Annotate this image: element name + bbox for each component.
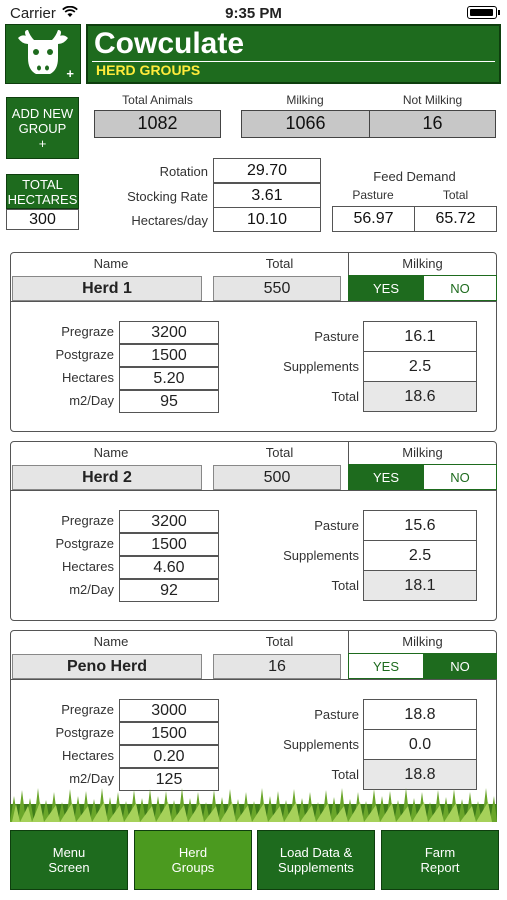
nav-load-label-1: Load Data & <box>279 845 353 860</box>
header-divider <box>348 253 349 275</box>
herd-name-header: Name <box>93 256 129 271</box>
pregraze-label: Pregraze <box>61 324 114 339</box>
header-divider <box>348 631 349 653</box>
pasture-label: Pasture <box>314 518 359 533</box>
hectares-input[interactable]: 0.20 <box>119 745 219 768</box>
milking-yes-toggle[interactable]: YES <box>348 464 424 490</box>
stocking-rate-label: Stocking Rate <box>127 189 208 204</box>
total-feed-label: Total <box>331 389 359 404</box>
pregraze-label: Pregraze <box>61 702 114 717</box>
supplements-label: Supplements <box>283 548 359 563</box>
herd-milking-header: Milking <box>402 634 443 649</box>
milking-yes-toggle[interactable]: YES <box>348 653 424 679</box>
page-subtitle: HERD GROUPS <box>92 61 495 79</box>
nav-menu-label-1: Menu <box>52 845 86 860</box>
add-new-group-button[interactable] <box>6 97 79 159</box>
nav-farm-label-1: Farm <box>424 845 456 860</box>
cow-head-icon <box>14 28 72 80</box>
pregraze-input[interactable]: 3200 <box>119 321 219 344</box>
plus-icon: + <box>66 66 74 81</box>
postgraze-input[interactable]: 1500 <box>119 533 219 556</box>
feed-pasture-label: Pasture <box>352 188 394 202</box>
pasture-value[interactable]: 15.6 <box>363 510 477 541</box>
postgraze-input[interactable]: 1500 <box>119 722 219 745</box>
add-group-label-2: GROUP <box>18 121 67 136</box>
milking-no-toggle[interactable]: NO <box>423 464 497 490</box>
card-separator <box>11 301 496 302</box>
add-group-label-1: ADD NEW <box>11 106 74 121</box>
add-group-plus: + <box>38 136 47 151</box>
pregraze-label: Pregraze <box>61 513 114 528</box>
rotation-value: 29.70 <box>213 158 321 183</box>
herd-total-field[interactable]: 500 <box>213 465 341 490</box>
not-milking-value: 16 <box>369 110 496 138</box>
herd-total-header: Total <box>265 634 294 649</box>
herd-milking-header: Milking <box>402 256 443 271</box>
herd-card <box>10 630 497 810</box>
total-feed-value: 18.6 <box>363 381 477 412</box>
postgraze-label: Postgraze <box>55 725 114 740</box>
m2day-label: m2/Day <box>69 582 114 597</box>
card-separator <box>11 679 496 680</box>
pasture-value[interactable]: 18.8 <box>363 699 477 730</box>
app-logo <box>5 24 81 84</box>
hectares-label: Hectares <box>61 370 114 385</box>
total-hectares-label <box>6 174 79 209</box>
feed-pasture-value: 56.97 <box>332 206 415 232</box>
pregraze-input[interactable]: 3200 <box>119 510 219 533</box>
status-bar <box>0 0 507 24</box>
herd-name-field[interactable]: Peno Herd <box>12 654 202 679</box>
feed-total-value: 65.72 <box>414 206 497 232</box>
herd-card <box>10 252 497 432</box>
nav-menu-label-2: Screen <box>48 860 90 875</box>
carrier-label: Carrier <box>10 5 56 22</box>
supplements-label: Supplements <box>283 359 359 374</box>
milking-no-toggle[interactable]: NO <box>423 653 497 679</box>
total-feed-label: Total <box>331 578 359 593</box>
herd-total-header: Total <box>265 445 294 460</box>
herd-name-field[interactable]: Herd 2 <box>12 465 202 490</box>
milking-no-toggle[interactable]: NO <box>423 275 497 301</box>
herd-total-field[interactable]: 16 <box>213 654 341 679</box>
herd-milking-header: Milking <box>402 445 443 460</box>
hectares-label: Hectares <box>61 748 114 763</box>
pasture-value[interactable]: 16.1 <box>363 321 477 352</box>
app-title-bar <box>86 24 501 84</box>
herd-name-field[interactable]: Herd 1 <box>12 276 202 301</box>
rotation-label: Rotation <box>159 164 208 179</box>
nav-load-label-2: Supplements <box>278 860 354 875</box>
nav-load-data-supplements[interactable] <box>257 830 375 890</box>
herd-total-field[interactable]: 550 <box>213 276 341 301</box>
supplements-value[interactable]: 2.5 <box>363 351 477 382</box>
postgraze-label: Postgraze <box>55 536 114 551</box>
postgraze-input[interactable]: 1500 <box>119 344 219 367</box>
pregraze-input[interactable]: 3000 <box>119 699 219 722</box>
m2day-label: m2/Day <box>69 771 114 786</box>
stocking-rate-value: 3.61 <box>213 183 321 208</box>
postgraze-label: Postgraze <box>55 347 114 362</box>
hectares-day-label: Hectares/day <box>131 213 208 228</box>
total-hectares-label-2: HECTARES <box>7 192 78 207</box>
nav-farm-label-2: Report <box>420 860 460 875</box>
herd-name-header: Name <box>93 634 129 649</box>
battery-icon <box>467 6 497 19</box>
milking-yes-toggle[interactable]: YES <box>348 275 424 301</box>
not-milking-label: Not Milking <box>402 93 463 107</box>
supplements-label: Supplements <box>283 737 359 752</box>
m2day-input[interactable]: 95 <box>119 390 219 413</box>
total-hectares-input[interactable]: 300 <box>6 209 79 230</box>
grass-banner-image <box>10 786 497 822</box>
feed-demand-title: Feed Demand <box>373 169 456 184</box>
nav-herd-label-1: Herd <box>178 845 208 860</box>
nav-herd-groups[interactable] <box>134 830 252 890</box>
pasture-label: Pasture <box>314 707 359 722</box>
header-divider <box>348 442 349 464</box>
total-hectares-label-1: TOTAL <box>22 177 63 192</box>
supplements-value[interactable]: 2.5 <box>363 540 477 571</box>
total-feed-label: Total <box>331 767 359 782</box>
hectares-label: Hectares <box>61 559 114 574</box>
herd-card <box>10 441 497 621</box>
m2day-input[interactable]: 125 <box>119 768 219 791</box>
nav-menu-screen[interactable] <box>10 830 128 890</box>
hectares-day-value: 10.10 <box>213 207 321 232</box>
total-animals-value: 1082 <box>94 110 221 138</box>
total-animals-label: Total Animals <box>122 93 193 107</box>
hectares-input[interactable]: 5.20 <box>119 367 219 390</box>
total-feed-value: 18.8 <box>363 759 477 790</box>
m2day-label: m2/Day <box>69 393 114 408</box>
nav-farm-report[interactable] <box>381 830 499 890</box>
pasture-label: Pasture <box>314 329 359 344</box>
hectares-input[interactable]: 4.60 <box>119 556 219 579</box>
milking-label: Milking <box>286 93 324 107</box>
supplements-value[interactable]: 0.0 <box>363 729 477 760</box>
herd-name-header: Name <box>93 445 129 460</box>
app-name: Cowculate <box>94 27 245 60</box>
milking-value: 1066 <box>241 110 370 138</box>
herd-total-header: Total <box>265 256 294 271</box>
feed-total-label: Total <box>442 188 469 202</box>
card-separator <box>11 490 496 491</box>
m2day-input[interactable]: 92 <box>119 579 219 602</box>
nav-herd-label-2: Groups <box>171 860 215 875</box>
total-feed-value: 18.1 <box>363 570 477 601</box>
status-time: 9:35 PM <box>225 5 282 22</box>
